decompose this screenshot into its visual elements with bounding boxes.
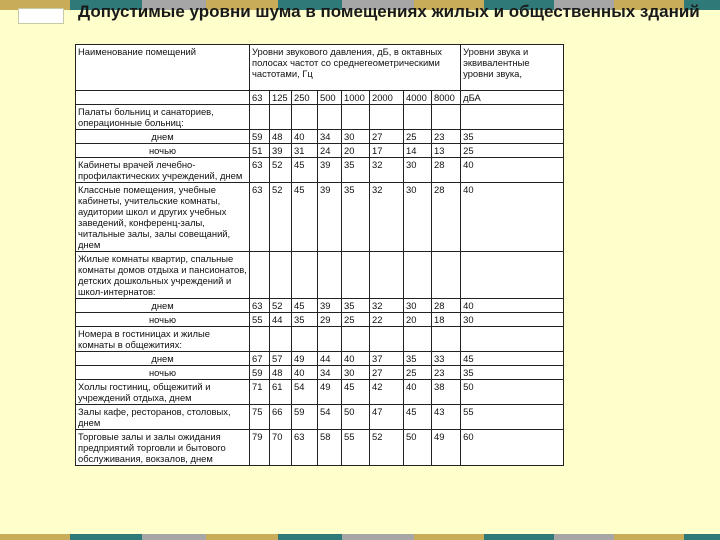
octave-value: 18 xyxy=(432,313,461,327)
octave-value: 61 xyxy=(270,380,292,405)
table-row xyxy=(76,183,564,252)
octave-value: 58 xyxy=(318,430,342,466)
octave-value: 51 xyxy=(250,144,270,158)
octave-value: 34 xyxy=(318,366,342,380)
empty-cell xyxy=(370,252,404,299)
octave-value: 40 xyxy=(404,380,432,405)
octave-value: 38 xyxy=(432,380,461,405)
octave-value: 37 xyxy=(370,352,404,366)
dba-value: 45 xyxy=(461,352,564,366)
octave-value: 39 xyxy=(318,299,342,313)
octave-value: 30 xyxy=(404,299,432,313)
bottom-decor-bar xyxy=(0,534,720,540)
empty-cell xyxy=(342,327,370,352)
octave-value: 52 xyxy=(270,299,292,313)
empty-cell xyxy=(432,252,461,299)
octave-value: 48 xyxy=(270,366,292,380)
room-name: Торговые залы и залы ожидания предприятий торговли и бытового обслуживания, вокзалов, днем xyxy=(76,430,250,466)
header-sound-pressure: Уровни звукового давления, дБ, в октавных полосах частот со среднегеометрическими частотами, Гц xyxy=(250,45,461,91)
table-row xyxy=(76,158,564,183)
time-of-day-label: днем xyxy=(76,299,250,313)
corner-square-decor xyxy=(18,8,64,24)
octave-value: 14 xyxy=(404,144,432,158)
empty-cell xyxy=(270,327,292,352)
octave-value: 45 xyxy=(292,158,318,183)
octave-value: 30 xyxy=(342,366,370,380)
noise-levels-table xyxy=(75,44,564,466)
room-group-label: Жилые комнаты квартир, спальные комнаты домов отдыха и пансионатов, детских дошкольных учреждений и школ-интернатов: xyxy=(76,252,250,299)
header-sound-level: Уровни звука и эквивалентные уровни звука, xyxy=(461,45,564,91)
octave-value: 35 xyxy=(342,299,370,313)
empty-cell xyxy=(404,327,432,352)
empty-cell xyxy=(250,252,270,299)
octave-value: 39 xyxy=(318,158,342,183)
frequency-row xyxy=(76,91,564,105)
empty-cell xyxy=(404,105,432,130)
empty-cell xyxy=(270,252,292,299)
table-row xyxy=(76,405,564,430)
octave-value: 25 xyxy=(404,366,432,380)
empty-cell xyxy=(250,327,270,352)
dba-value: 35 xyxy=(461,130,564,144)
time-of-day-label: ночью xyxy=(76,144,250,158)
frequency-label: 1000 xyxy=(342,91,370,105)
octave-value: 30 xyxy=(342,130,370,144)
octave-value: 44 xyxy=(318,352,342,366)
octave-value: 29 xyxy=(318,313,342,327)
octave-value: 30 xyxy=(404,158,432,183)
octave-value: 59 xyxy=(292,405,318,430)
octave-value: 49 xyxy=(292,352,318,366)
dba-value: 50 xyxy=(461,380,564,405)
frequency-label: 500 xyxy=(318,91,342,105)
octave-value: 45 xyxy=(292,183,318,252)
octave-value: 50 xyxy=(342,405,370,430)
octave-value: 40 xyxy=(292,130,318,144)
octave-value: 20 xyxy=(342,144,370,158)
dba-value: 30 xyxy=(461,313,564,327)
empty-cell xyxy=(461,327,564,352)
frequency-label: 8000 xyxy=(432,91,461,105)
page-title: Допустимые уровни шума в помещениях жилых и общественных зданий xyxy=(78,2,700,21)
octave-value: 75 xyxy=(250,405,270,430)
table-row xyxy=(76,430,564,466)
octave-value: 44 xyxy=(270,313,292,327)
octave-value: 59 xyxy=(250,366,270,380)
octave-value: 28 xyxy=(432,183,461,252)
octave-value: 35 xyxy=(342,158,370,183)
octave-value: 52 xyxy=(270,158,292,183)
empty-cell xyxy=(404,252,432,299)
octave-value: 49 xyxy=(432,430,461,466)
octave-value: 35 xyxy=(342,183,370,252)
octave-value: 25 xyxy=(342,313,370,327)
octave-value: 32 xyxy=(370,183,404,252)
table-subrow xyxy=(76,366,564,380)
table-subrow xyxy=(76,299,564,313)
empty-cell xyxy=(342,252,370,299)
octave-value: 42 xyxy=(370,380,404,405)
room-name: Классные помещения, учебные кабинеты, учительские комнаты, аудитории школ и других учебных заведений, конференц-залы, читальные залы, залы совещаний, днем xyxy=(76,183,250,252)
empty-cell xyxy=(292,252,318,299)
octave-value: 13 xyxy=(432,144,461,158)
octave-value: 47 xyxy=(370,405,404,430)
octave-value: 63 xyxy=(250,183,270,252)
empty-cell xyxy=(342,105,370,130)
octave-value: 35 xyxy=(404,352,432,366)
octave-value: 32 xyxy=(370,299,404,313)
empty-cell xyxy=(370,105,404,130)
table-group-heading-row xyxy=(76,105,564,130)
frequency-label: 2000 xyxy=(370,91,404,105)
octave-value: 55 xyxy=(342,430,370,466)
dba-value: 55 xyxy=(461,405,564,430)
dba-value: 60 xyxy=(461,430,564,466)
empty-cell xyxy=(461,105,564,130)
octave-value: 17 xyxy=(370,144,404,158)
octave-value: 52 xyxy=(370,430,404,466)
octave-value: 48 xyxy=(270,130,292,144)
octave-value: 54 xyxy=(292,380,318,405)
time-of-day-label: ночью xyxy=(76,366,250,380)
empty-cell xyxy=(370,327,404,352)
octave-value: 33 xyxy=(432,352,461,366)
empty-cell xyxy=(461,252,564,299)
octave-value: 28 xyxy=(432,299,461,313)
time-of-day-label: ночью xyxy=(76,313,250,327)
octave-value: 67 xyxy=(250,352,270,366)
dba-value: 40 xyxy=(461,158,564,183)
octave-value: 28 xyxy=(432,158,461,183)
frequency-label: дБА xyxy=(461,91,564,105)
header-room-name: Наименование помещений xyxy=(76,45,250,91)
octave-value: 32 xyxy=(370,158,404,183)
octave-value: 31 xyxy=(292,144,318,158)
octave-value: 54 xyxy=(318,405,342,430)
frequency-label: 125 xyxy=(270,91,292,105)
empty-cell xyxy=(432,327,461,352)
octave-value: 63 xyxy=(250,158,270,183)
frequency-label: 250 xyxy=(292,91,318,105)
octave-value: 57 xyxy=(270,352,292,366)
octave-value: 71 xyxy=(250,380,270,405)
octave-value: 63 xyxy=(292,430,318,466)
frequency-row-blank xyxy=(76,91,250,105)
octave-value: 22 xyxy=(370,313,404,327)
empty-cell xyxy=(270,105,292,130)
octave-value: 24 xyxy=(318,144,342,158)
octave-value: 59 xyxy=(250,130,270,144)
octave-value: 79 xyxy=(250,430,270,466)
octave-value: 45 xyxy=(292,299,318,313)
octave-value: 20 xyxy=(404,313,432,327)
room-name: Холлы гостиниц, общежитий и учреждений отдыха, днем xyxy=(76,380,250,405)
table-row xyxy=(76,380,564,405)
table-subrow xyxy=(76,144,564,158)
frequency-label: 4000 xyxy=(404,91,432,105)
octave-value: 66 xyxy=(270,405,292,430)
octave-value: 35 xyxy=(292,313,318,327)
octave-value: 23 xyxy=(432,366,461,380)
dba-value: 40 xyxy=(461,183,564,252)
frequency-label: 63 xyxy=(250,91,270,105)
octave-value: 39 xyxy=(270,144,292,158)
dba-value: 35 xyxy=(461,366,564,380)
room-group-label: Палаты больниц и санаториев, операционные больниц: xyxy=(76,105,250,130)
empty-cell xyxy=(292,327,318,352)
empty-cell xyxy=(318,327,342,352)
octave-value: 40 xyxy=(292,366,318,380)
octave-value: 50 xyxy=(404,430,432,466)
table-group-heading-row xyxy=(76,252,564,299)
octave-value: 30 xyxy=(404,183,432,252)
room-name: Залы кафе, ресторанов, столовых, днем xyxy=(76,405,250,430)
room-name: Кабинеты врачей лечебно-профилактических учреждений, днем xyxy=(76,158,250,183)
octave-value: 49 xyxy=(318,380,342,405)
time-of-day-label: днем xyxy=(76,130,250,144)
octave-value: 70 xyxy=(270,430,292,466)
table-header-row xyxy=(76,45,564,91)
octave-value: 27 xyxy=(370,366,404,380)
dba-value: 25 xyxy=(461,144,564,158)
octave-value: 45 xyxy=(342,380,370,405)
octave-value: 45 xyxy=(404,405,432,430)
table-group-heading-row xyxy=(76,327,564,352)
octave-value: 63 xyxy=(250,299,270,313)
octave-value: 25 xyxy=(404,130,432,144)
empty-cell xyxy=(318,105,342,130)
table-subrow xyxy=(76,313,564,327)
table-subrow xyxy=(76,130,564,144)
empty-cell xyxy=(318,252,342,299)
empty-cell xyxy=(250,105,270,130)
octave-value: 27 xyxy=(370,130,404,144)
octave-value: 55 xyxy=(250,313,270,327)
time-of-day-label: днем xyxy=(76,352,250,366)
room-group-label: Номера в гостиницах и жилые комнаты в общежитиях: xyxy=(76,327,250,352)
empty-cell xyxy=(292,105,318,130)
octave-value: 40 xyxy=(342,352,370,366)
octave-value: 23 xyxy=(432,130,461,144)
empty-cell xyxy=(432,105,461,130)
octave-value: 39 xyxy=(318,183,342,252)
octave-value: 52 xyxy=(270,183,292,252)
octave-value: 34 xyxy=(318,130,342,144)
octave-value: 43 xyxy=(432,405,461,430)
dba-value: 40 xyxy=(461,299,564,313)
table-subrow xyxy=(76,352,564,366)
